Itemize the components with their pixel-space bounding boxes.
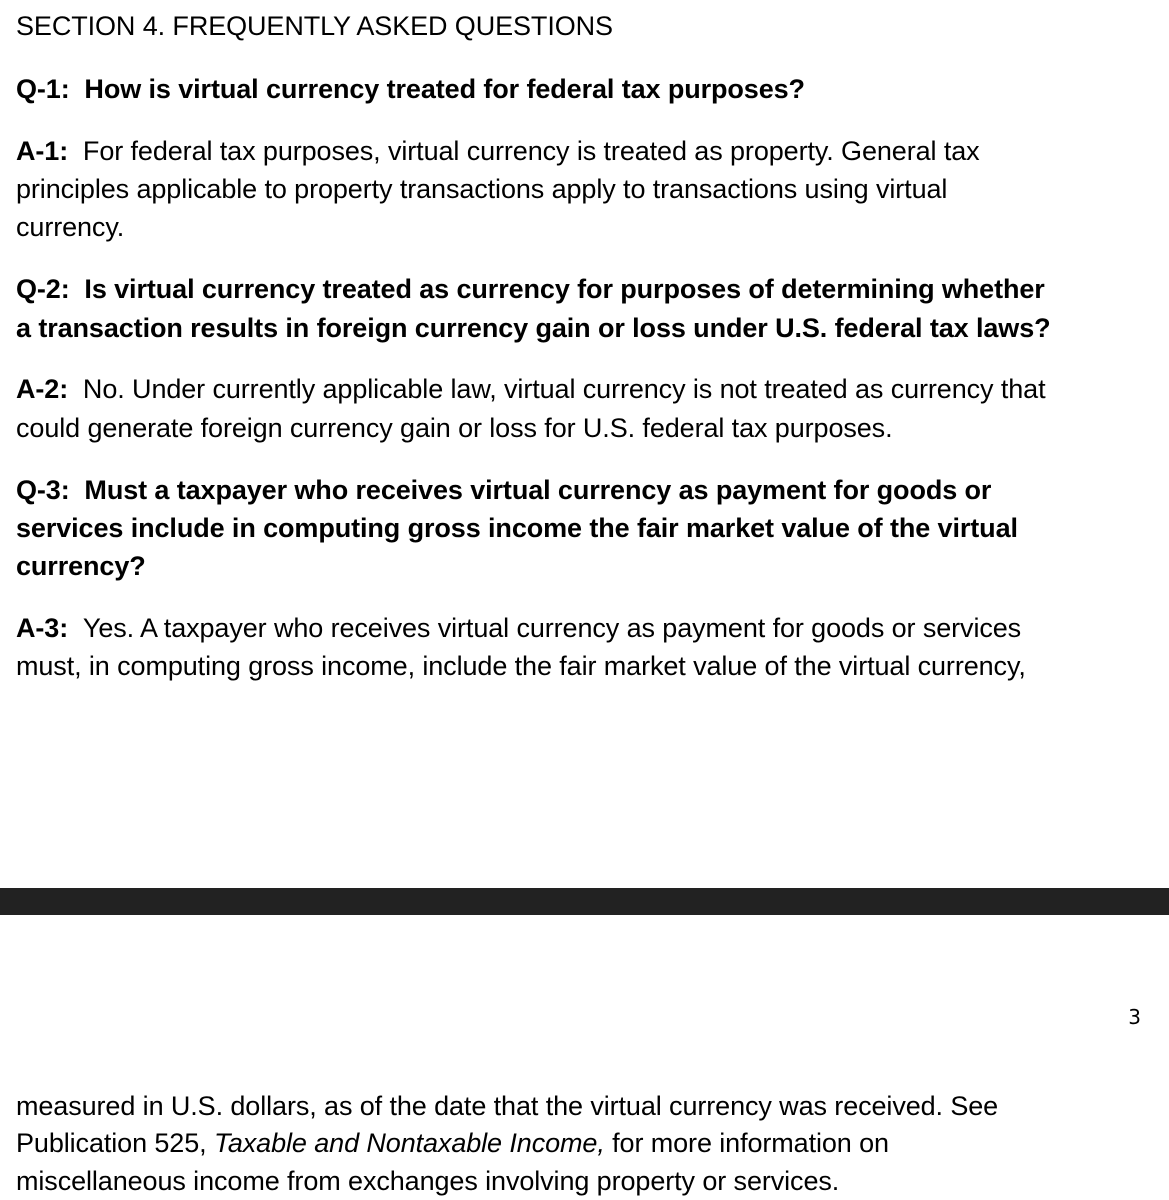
question-3-line-3: currency? <box>16 551 146 581</box>
continuation-text: Publication 525, <box>16 1128 214 1158</box>
question-text: Must a taxpayer who receives virtual currency as payment for goods or <box>84 475 992 505</box>
continuation-text: for more information on <box>604 1128 889 1158</box>
answer-text: Yes. A taxpayer who receives virtual currency as payment for goods or services <box>82 613 1022 643</box>
answer-label: A-2: <box>16 374 69 404</box>
answer-label: A-1: <box>16 136 69 166</box>
answer-3-line-1 <box>16 609 1021 647</box>
question-label: Q-3: <box>16 475 70 505</box>
question-label: Q-2: <box>16 274 70 304</box>
answer-1-line-1 <box>16 132 980 170</box>
answer-3-line-2: must, in computing gross income, include the fair market value of the virtual currency, <box>16 651 1026 681</box>
question-2-line-1 <box>16 270 1045 308</box>
question-2-line-2: a transaction results in foreign currency gain or loss under U.S. federal tax laws? <box>16 313 1051 343</box>
continuation-line-1: measured in U.S. dollars, as of the date that the virtual currency was received. See <box>16 1091 999 1121</box>
question-text: How is virtual currency treated for federal tax purposes? <box>84 74 805 104</box>
question-3-line-1 <box>16 471 991 509</box>
page-number: 3 <box>1128 1005 1141 1029</box>
publication-title: Taxable and Nontaxable Income, <box>213 1128 605 1158</box>
answer-1-line-2: principles applicable to property transactions apply to transactions using virtual <box>16 174 948 204</box>
continuation-line-3: miscellaneous income from exchanges involving property or services. <box>16 1166 840 1196</box>
answer-label: A-3: <box>16 613 69 643</box>
page-break-divider <box>0 888 1169 915</box>
answer-text: No. Under currently applicable law, virtual currency is not treated as currency that <box>82 374 1046 404</box>
question-label: Q-1: <box>16 74 70 104</box>
question-1 <box>16 70 805 108</box>
answer-1-line-3: currency. <box>16 212 125 242</box>
question-3-line-2: services include in computing gross income the fair market value of the virtual <box>16 513 1018 543</box>
answer-text: For federal tax purposes, virtual currency is treated as property. General tax <box>82 136 980 166</box>
continuation-line-2 <box>16 1124 889 1162</box>
question-text: Is virtual currency treated as currency for purposes of determining whether <box>84 274 1045 304</box>
section-heading: SECTION 4. FREQUENTLY ASKED QUESTIONS <box>16 11 613 41</box>
answer-2-line-2: could generate foreign currency gain or loss for U.S. federal tax purposes. <box>16 413 893 443</box>
answer-2-line-1 <box>16 370 1045 408</box>
